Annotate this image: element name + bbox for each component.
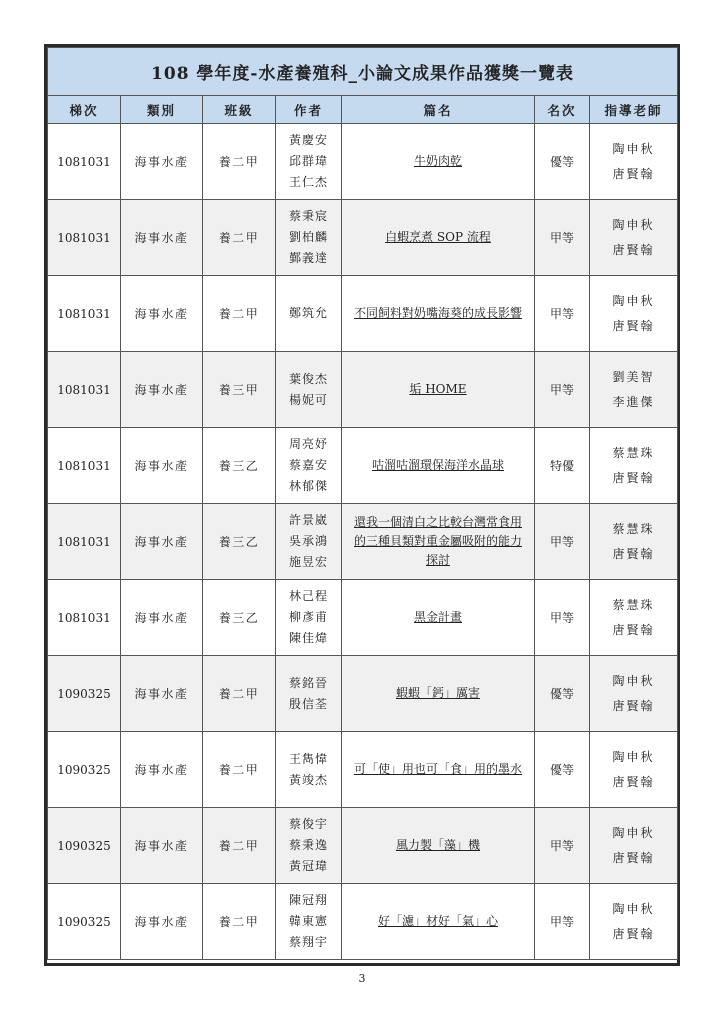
teacher-name: 蔡慧珠 (612, 445, 655, 460)
award-table-frame (44, 44, 680, 966)
teacher-name: 唐賢翰 (612, 850, 655, 865)
author-name: 蔡嘉安 (288, 458, 328, 472)
header-batch: 梯次 (48, 96, 121, 124)
author-name: 吳承鴻 (288, 534, 328, 548)
category-cell: 海事水產 (121, 884, 203, 960)
author-name: 林己程 (288, 589, 328, 603)
work-title: 垢 HOME (409, 382, 467, 396)
author-name: 黃慶安 (288, 133, 328, 147)
teacher-name: 唐賢翰 (612, 166, 655, 181)
class-cell: 養二甲 (203, 124, 276, 200)
authors-cell (276, 276, 342, 352)
work-cell (342, 428, 535, 504)
author-name: 蔡秉逸 (288, 838, 328, 852)
table-body (48, 124, 678, 960)
class-cell: 養二甲 (203, 732, 276, 808)
header-class: 班級 (203, 96, 276, 124)
author-name: 柳彥甫 (288, 610, 328, 624)
table-title: 108 學年度-水產養殖科_小論文成果作品獲獎一覽表 (48, 48, 678, 96)
work-cell (342, 808, 535, 884)
batch-cell: 1081031 (48, 504, 121, 580)
category-cell: 海事水產 (121, 428, 203, 504)
teachers-cell (590, 656, 678, 732)
rank-cell: 甲等 (535, 276, 590, 352)
batch-cell: 1081031 (48, 352, 121, 428)
teachers-cell (590, 428, 678, 504)
header-row (48, 96, 678, 124)
author-name: 陳佳煒 (288, 631, 328, 645)
teacher-name: 李進傑 (612, 394, 655, 409)
rank-cell: 甲等 (535, 884, 590, 960)
work-cell (342, 732, 535, 808)
author-name: 許景崴 (288, 513, 328, 527)
teacher-name: 陶申秋 (612, 901, 655, 916)
teacher-name: 唐賢翰 (612, 242, 655, 257)
rank-cell: 甲等 (535, 580, 590, 656)
author-name: 林郁傑 (288, 479, 328, 493)
batch-cell: 1081031 (48, 124, 121, 200)
teacher-name: 陶申秋 (612, 141, 655, 156)
author-name: 鄭筑允 (288, 306, 328, 320)
teacher-name: 唐賢翰 (612, 318, 655, 333)
rank-cell: 甲等 (535, 808, 590, 884)
work-cell (342, 884, 535, 960)
page-number: 3 (358, 972, 366, 985)
rank-cell: 優等 (535, 656, 590, 732)
class-cell: 養三乙 (203, 428, 276, 504)
category-cell: 海事水產 (121, 808, 203, 884)
author-name: 葉俊杰 (288, 371, 328, 386)
teachers-cell (590, 124, 678, 200)
teacher-name: 蔡慧珠 (612, 521, 655, 536)
batch-cell: 1081031 (48, 428, 121, 504)
author-name: 韓東憲 (288, 914, 328, 928)
class-cell: 養二甲 (203, 200, 276, 276)
author-name: 黃竣杰 (288, 772, 328, 787)
batch-cell: 1081031 (48, 276, 121, 352)
work-title: 不同飼料對奶嘴海葵的成長影響 (353, 306, 522, 320)
rank-cell: 甲等 (535, 352, 590, 428)
author-name: 王雋愇 (288, 751, 328, 766)
header-teachers: 指導老師 (590, 96, 678, 124)
award-table (47, 47, 678, 960)
rank-cell: 優等 (535, 124, 590, 200)
work-title: 黑金計畫 (413, 610, 462, 624)
teacher-name: 蔡慧珠 (612, 597, 655, 612)
category-cell: 海事水產 (121, 732, 203, 808)
authors-cell (276, 352, 342, 428)
table-row (48, 808, 678, 884)
teachers-cell (590, 884, 678, 960)
authors-cell (276, 428, 342, 504)
author-name: 鄞義達 (288, 251, 328, 265)
rank-cell: 甲等 (535, 200, 590, 276)
class-cell: 養三甲 (203, 352, 276, 428)
batch-cell: 1090325 (48, 656, 121, 732)
category-cell: 海事水產 (121, 580, 203, 656)
teachers-cell (590, 200, 678, 276)
category-cell: 海事水產 (121, 656, 203, 732)
teacher-name: 唐賢翰 (612, 546, 655, 561)
header-authors: 作者 (276, 96, 342, 124)
batch-cell: 1090325 (48, 884, 121, 960)
author-name: 蔡翔宇 (288, 935, 328, 949)
category-cell: 海事水產 (121, 352, 203, 428)
work-cell (342, 124, 535, 200)
class-cell: 養三乙 (203, 580, 276, 656)
teacher-name: 陶申秋 (612, 825, 655, 840)
teachers-cell (590, 580, 678, 656)
author-name: 陳冠翔 (288, 893, 328, 907)
table-row (48, 732, 678, 808)
table-row (48, 884, 678, 960)
author-name: 蔡俊宇 (288, 817, 328, 831)
work-cell (342, 276, 535, 352)
class-cell: 養二甲 (203, 656, 276, 732)
batch-cell: 1090325 (48, 808, 121, 884)
table-row (48, 124, 678, 200)
teacher-name: 陶申秋 (612, 217, 655, 232)
rank-cell: 特優 (535, 428, 590, 504)
work-cell (342, 580, 535, 656)
work-title: 蝦蝦「鈣」厲害 (395, 686, 480, 700)
author-name: 周亮妤 (288, 437, 328, 451)
author-name: 蔡秉宸 (288, 209, 328, 223)
table-row (48, 352, 678, 428)
authors-cell (276, 808, 342, 884)
rank-cell: 甲等 (535, 504, 590, 580)
author-name: 施昱宏 (288, 555, 328, 569)
table-row (48, 428, 678, 504)
teacher-name: 唐賢翰 (612, 470, 655, 485)
authors-cell (276, 504, 342, 580)
work-title: 好「濾」材好「氣」心 (377, 914, 498, 928)
batch-cell: 1081031 (48, 580, 121, 656)
table-row (48, 276, 678, 352)
teacher-name: 唐賢翰 (612, 622, 655, 637)
author-name: 劉柏麟 (288, 230, 328, 244)
class-cell: 養二甲 (203, 884, 276, 960)
work-title: 可「使」用也可「食」用的墨水 (353, 762, 522, 776)
teachers-cell (590, 808, 678, 884)
teacher-name: 陶申秋 (612, 749, 655, 764)
teachers-cell (590, 732, 678, 808)
teacher-name: 劉美智 (612, 369, 655, 384)
author-name: 楊妮可 (288, 392, 328, 407)
teachers-cell (590, 504, 678, 580)
teacher-name: 唐賢翰 (612, 774, 655, 789)
work-cell (342, 656, 535, 732)
header-rank: 名次 (535, 96, 590, 124)
class-cell: 養三乙 (203, 504, 276, 580)
table-row (48, 504, 678, 580)
teacher-name: 陶申秋 (612, 673, 655, 688)
authors-cell (276, 884, 342, 960)
work-cell (342, 504, 535, 580)
rank-cell: 優等 (535, 732, 590, 808)
batch-cell: 1081031 (48, 200, 121, 276)
author-name: 殷信荃 (288, 696, 328, 711)
authors-cell (276, 200, 342, 276)
work-title: 白蝦烹煮 SOP 流程 (385, 230, 491, 244)
author-name: 蔡銘晉 (288, 675, 328, 690)
teacher-name: 唐賢翰 (612, 698, 655, 713)
batch-cell: 1090325 (48, 732, 121, 808)
authors-cell (276, 580, 342, 656)
authors-cell (276, 732, 342, 808)
table-row (48, 656, 678, 732)
work-title: 還我一個清白之比較台灣常食用的三種貝類對重金屬吸附的能力探討 (353, 515, 522, 567)
teachers-cell (590, 352, 678, 428)
class-cell: 養二甲 (203, 276, 276, 352)
work-title: 咕溜咕溜環保海洋水晶球 (371, 458, 504, 472)
teacher-name: 陶申秋 (612, 293, 655, 308)
class-cell: 養二甲 (203, 808, 276, 884)
header-category: 類別 (121, 96, 203, 124)
work-title: 牛奶肉乾 (413, 154, 462, 168)
work-cell (342, 200, 535, 276)
table-row (48, 580, 678, 656)
authors-cell (276, 124, 342, 200)
author-name: 王仁杰 (288, 175, 328, 189)
category-cell: 海事水產 (121, 504, 203, 580)
header-work: 篇名 (342, 96, 535, 124)
category-cell: 海事水產 (121, 124, 203, 200)
work-title: 風力製「藻」機 (395, 838, 480, 852)
category-cell: 海事水產 (121, 200, 203, 276)
work-cell (342, 352, 535, 428)
table-row (48, 200, 678, 276)
authors-cell (276, 656, 342, 732)
author-name: 邱群瑋 (288, 154, 328, 168)
teachers-cell (590, 276, 678, 352)
author-name: 黃冠瑋 (288, 859, 328, 873)
teacher-name: 唐賢翰 (612, 926, 655, 941)
category-cell: 海事水產 (121, 276, 203, 352)
